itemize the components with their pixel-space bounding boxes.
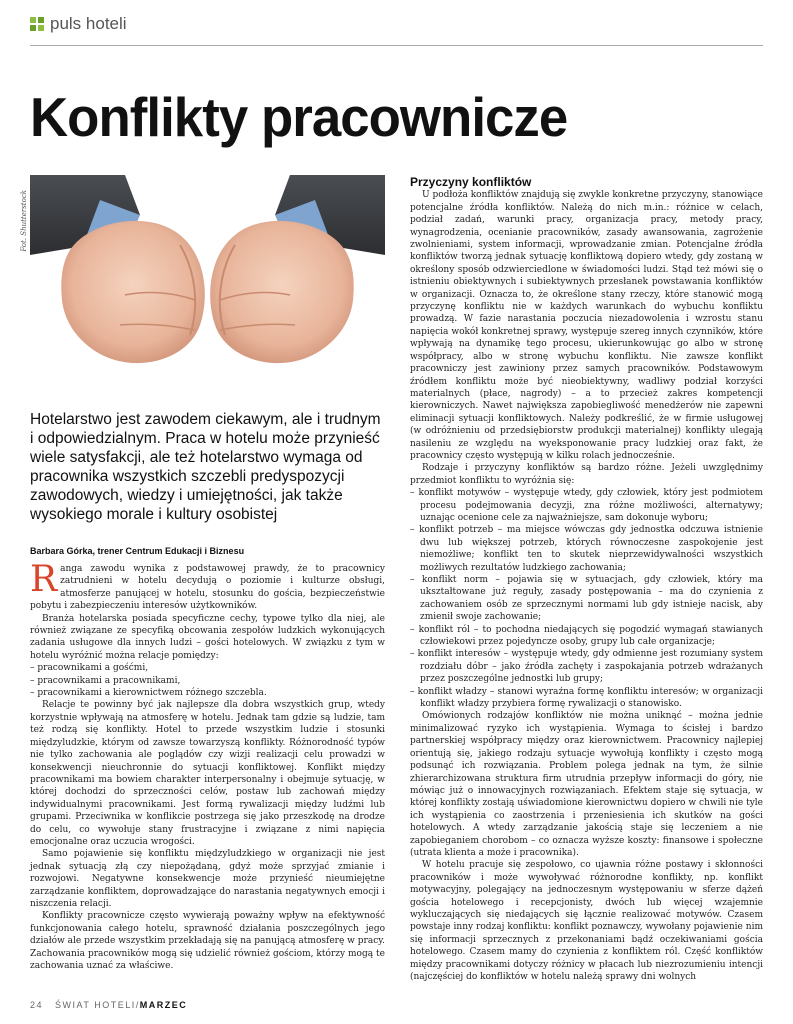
photo-credit: Fot. Shutterstock — [20, 190, 28, 252]
squares-icon — [30, 17, 44, 31]
drop-cap: R — [30, 559, 58, 600]
paragraph: Omówionych rodzajów konfliktów nie można uniknąć – można jednie minimalizować ryzyko ich wystąpienia. Wymaga to ścisłej i bardzo partnerskiej współpracy między oraz kierownictwem. Pracownicy najlepiej orientują się, jakiego rodzaju sytuacje wywołują konflikty i często mogą podsunąć ich rozwiązania. Problem polega jednak na tym, że silnie zhierarchizowana struktura firm utrudnia przepływ informacji do góry, nie mówiąc już o innowacyjnych rozwiązaniach. Efektem staje się sytuacja, w której konflikty zostają uświadomione kierownictwu dopiero w chwili nie tyle ich wystąpienia co zaostrzenia i przeniesienia ich skutków na gości hotelowych. A wtedy zarządzanie jakością staje się leczeniem a nie zapobieganiem chorobom – co oznacza wyższe koszty: finansowe i społeczne (utrata klienta a może i pracownika). — [410, 711, 763, 858]
intro-paragraph: Ranga zawodu wynika z podstawowej prawdy, że to pracownicy zatrudnieni w hotelu decydują o poziomie i kulturze obsługi, atmosferze panującej w hotelu, stosunku do gościa, bezpieczeństwie pobytu i zabezpieczeniu interesów użytkowników. — [30, 559, 385, 612]
list-item: – konflikt norm – pojawia się w sytuacjach, gdy człowiek, który ma ukształtowane już reguły, zasady postępowania – ma do czynienia z zachowaniem osób ze sprzecznymi normami lub gdy istnieje nacisk, aby zmienił swoje zachowanie; — [410, 574, 763, 624]
list-item: – pracownikami a pracownikami, — [30, 675, 385, 687]
list-item: – pracownikami a kierownictwem różnego szczebla. — [30, 687, 385, 699]
list-item: – pracownikami a gośćmi, — [30, 662, 385, 674]
article-lead: Hotelarstwo jest zawodem ciekawym, ale i trudnym i odpowiedzialnym. Praca w hotelu może przynieść wiele satysfakcji, ale też hotelarstwo wymaga od pracownika wszystkich szczebli predyspozycji zawodowych, wiedzy i umiejętności, jak także wysokiego morale i kultury osobistej — [30, 411, 381, 523]
section-label — [30, 14, 127, 34]
subheading: Przyczyny konfliktów — [410, 175, 532, 189]
paragraph: Rodzaje i przyczyny konfliktów są bardzo różne. Jeżeli uwzględnimy przedmiot konfliktu to wyróżnia się: — [410, 463, 763, 486]
issue-month: MARZEC — [139, 1000, 188, 1010]
paragraph: U podłoża konfliktów znajdują się zwykle konkretne przyczyny, stanowiące potencjalne źródła konfliktów. Należą do nich m.in.: różnice w celach, podział zadań, warunki pracy, organizacja pracy, metody pracy, wynagrodzenia, ocenianie pracowników, zasady awansowania, zagrożenie zwolnieniami, system informacji, wprowadzanie zmian. Potencjalne źródła konfliktów tworzą jednak sytuację konfliktową dopiero wtedy, gdy zostaną w określony sposób odzwierciedlone w świadomości ludzi. Stąd też mówi się o istnieniu obiektywnych i subiektywnych przesłanek powstawania konfliktów w organizacji. Oznacza to, że określone stany rzeczy, które stanowić mogą przyczynę konfliktu nie w każdych warunkach do wybuchu konfliktu prowadzą. W fazie narastania poczucia niezadowolenia i wzrostu stanu napięcia wokół konkretnej sprawy, występuje szereg innych czynników, które wpływają na dynamikę tego procesu, ukierunkowując go albo w stronę współpracy, albo w stronę wybuchu konfliktu. Nie zawsze konflikt pracowniczy jest zawiniony przez samych pracowników. Podstawowym źródłem konfliktu może być nieobiektywny, wadliwy podział korzyści materialnych (płace, nagrody) – a to przecież zakres kompetencji kierowniczych. Nawet największa zapobiegliwość menedżerów nie zapewni eliminacji sytuacji konfliktowych. Należy podkreślić, że w firmie usługowej (w odróżnieniu od przedsiębiorstw produkcji materialnej) konflikty ulegają nasileniu ze względu na wyeksponowanie pracy ludzkiej oraz fakt, że pracownicy często występują w kilku rolach jednocześnie. — [410, 190, 763, 461]
left-column — [30, 559, 385, 972]
top-divider — [30, 45, 763, 46]
author-byline: Barbara Górka, trener Centrum Edukacji i Biznesu — [30, 546, 245, 556]
list-item: – konflikt władzy – stanowi wyraźna formę konfliktu interesów; w organizacji konflikt władzy przybiera formę rywalizacji o stanowisko. — [410, 686, 763, 711]
page-footer: 24 ŚWIAT HOTELI/MARZEC — [30, 1000, 188, 1010]
relations-list — [30, 662, 385, 699]
paragraph: Konflikty pracownicze często wywierają poważny wpływ na efektywność funkcjonowania całego hotelu, sprawność działania poszczególnych jego działów ale przede wszystkim przekładają się na panującą atmosferę w pracy. Zachowania pracowników mogą się udzielić również gościom, którzy mogą te zachowania uznać za właściwe. — [30, 911, 385, 971]
section-name: puls hoteli — [50, 14, 127, 33]
right-column — [410, 176, 763, 983]
magazine-name: ŚWIAT HOTELI — [55, 1000, 136, 1010]
paragraph: Samo pojawienie się konfliktu międzyludzkiego w organizacji nie jest jednak sytuacją złą czy niepożądaną, gdyż może sprzyjać zmianie i rozwojowi. Negatywne konsekwencje może przynieść nieumiejętne zarządzanie konfliktem, doprowadzające do narastania negatywnych emocji i niszczenia relacji. — [30, 849, 385, 909]
list-item: – konflikt potrzeb – ma miejsce wówczas gdy jednostka odczuwa istnienie dwu lub większej potrzeb, których równoczesne zaspokojenie jest niemożliwe; konflikt ten to skutek nieprzewidywalności wszystkich możliwych rezultatów ludzkiego zachowania; — [410, 524, 763, 574]
page-number: 24 — [30, 1000, 44, 1010]
conflict-types-list — [410, 487, 763, 710]
list-item: – konflikt interesów – występuje wtedy, gdy odmienne jest rozumiany system rozdziału dóbr – jako źródła zachęty i zaspokajania potrzeb wdrażanych przez poszczególne jednostki lub grupy; — [410, 648, 763, 685]
list-item: – konflikt motywów – występuje wtedy, gdy człowiek, który jest podmiotem procesu podejmowania decyzji, zna różne możliwości, alternatywy; uznając ocenione cele za najważniejsze, sam dokonuje wyboru; — [410, 487, 763, 524]
list-item: – konflikt ról – to pochodna niedających się pogodzić wymagań stawianych człowiekowi przez pojedyncze osoby, grupy lub całe organizacje; — [410, 624, 763, 649]
paragraph: Relacje te powinny być jak najlepsze dla dobra wszystkich grup, wtedy korzystnie wpływają na atmosferę w hotelu. Jednak tam gdzie są ludzie, tam też rodzą się konflikty. Hotel to przede wszystkim ludzie i stosunki międzyludzkie, którym od zawsze towarzyszą konflikty. Różnorodność typów nie tylko zachowania ale poglądów czy wizji realizacji celu prowadzi w konsekwencji nieuchronnie do sytuacji konfliktowej. Konflikt między pracownikami ma bowiem charakter interpersonalny i obejmuje sytuację, w której dochodzi do sprzeczności celów, postaw lub zachowań między indywidualnymi pracownikami. Jest formą rywalizacji między ludźmi lub grupami. Przeciwnika w konflikcie postrzega się jako przeszkodę na drodze do celu, co wywołuje stany frustracyjne i związane z nimi napięcia emocjonalne oraz uczucia wrogości. — [30, 700, 385, 847]
article-title: Konflikty pracownicze — [30, 86, 568, 148]
paragraph: Branża hotelarska posiada specyficzne cechy, typowe tylko dla niej, ale również związane ze specyfiką obcowania zespołów ludzkich wykonujących zadania usługowe dla innych ludzi – gości hotelowych. W związku z tym w hotelu wyróżnić można relacje pomiędzy: — [30, 613, 385, 661]
paragraph: W hotelu pracuje się zespołowo, co ujawnia różne postawy i skłonności pracowników i może wywoływać różnorodne konflikty, np. konflikt motywacyjny, polegający na jednoczesnym występowaniu w sferze dążeń gościa hotelowego i recepcjonisty, dwóch lub więcej wzajemnie wykluczających się niedających się łącznie realizować motywów. Czasem powstaje inny rodzaj konfliktu: konflikt poznawczy, wywołany pojawienie nim się informacji sprzecznych z przekonaniami bądź oczekiwaniami gościa hotelowego. Czasem mamy do czynienia z konfliktem ról. Część konfliktów między pracownikami dotyczy różnicy w płacach lub niezrozumieniu intencji (najczęściej do konfliktów w hotelu należą sprawy dni wolnych — [410, 860, 763, 982]
fists-photo — [30, 175, 385, 405]
